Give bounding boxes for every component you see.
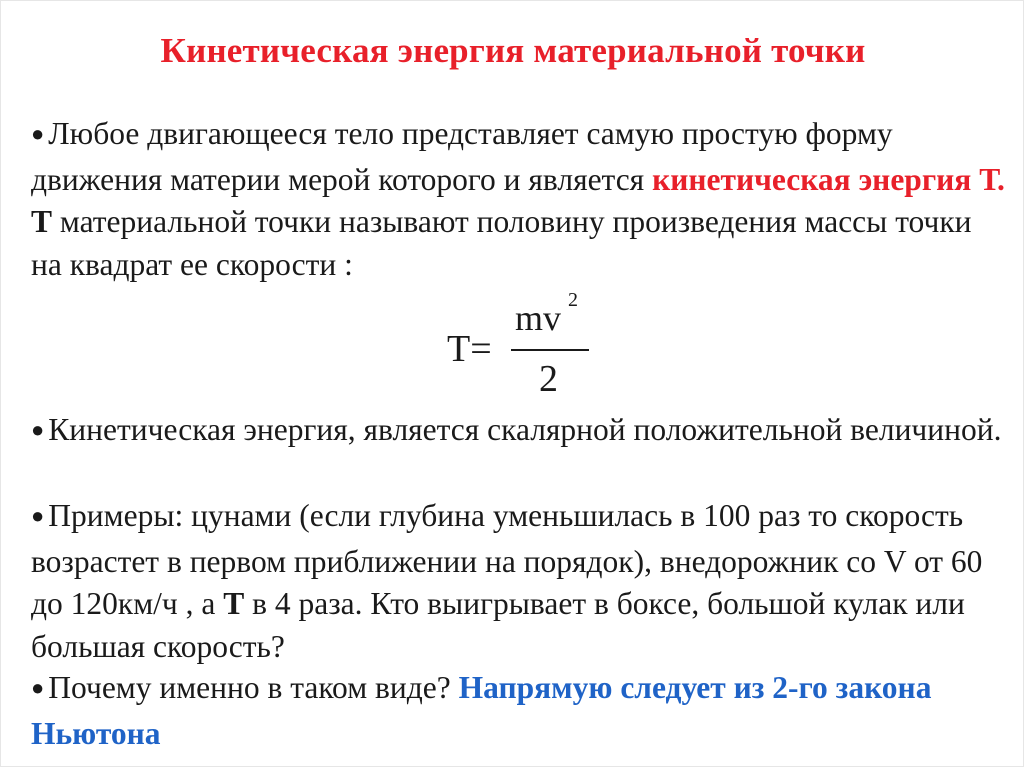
formula-denominator: 2 [539, 358, 558, 400]
formula-exponent: 2 [568, 289, 578, 311]
slide-title: Кинетическая энергия материальной точки [160, 31, 866, 70]
kinetic-energy-highlight: кинетическая энергия Т. [652, 161, 1005, 197]
bullet-icon: ● [31, 417, 45, 442]
examples-text-1: Примеры: цунами (если глубина уменьшилась в 100 раз то скорость возрастет в первом приближении на порядок), внедорожник со V от 60 до 120км/ч , а [31, 498, 983, 621]
formula-numerator: mv [515, 298, 562, 338]
paragraph-why [31, 667, 1006, 755]
scalar-text: Кинетическая энергия, является скалярной положительной величиной. [48, 412, 1002, 447]
examples-text-2: в 4 раза. Кто выигрывает в боксе, большой кулак или большая скорость? [31, 586, 965, 664]
bullet-icon: ● [31, 675, 45, 700]
bullet-icon: ● [31, 503, 45, 528]
definition-text-1: Любое двигающееся тело представляет самую простую форму движения материи мерой которого и является [31, 116, 893, 197]
definition-text-2: материальной точки называют половину произведения массы точки на квадрат ее скорости : [31, 204, 972, 282]
symbol-T: Т [223, 586, 245, 621]
kinetic-energy-formula [447, 289, 607, 407]
fraction-bar [511, 349, 589, 351]
formula-lhs: Т= [447, 328, 492, 370]
paragraph-examples [31, 495, 1006, 668]
newton-law-highlight: Напрямую следует из 2-го закона Ньютона [31, 670, 932, 751]
symbol-T: Т [31, 204, 53, 239]
bullet-icon: ● [31, 121, 45, 146]
why-text: Почему именно в таком виде? [48, 670, 459, 705]
paragraph-scalar [31, 409, 1006, 455]
paragraph-definition [31, 113, 1006, 286]
